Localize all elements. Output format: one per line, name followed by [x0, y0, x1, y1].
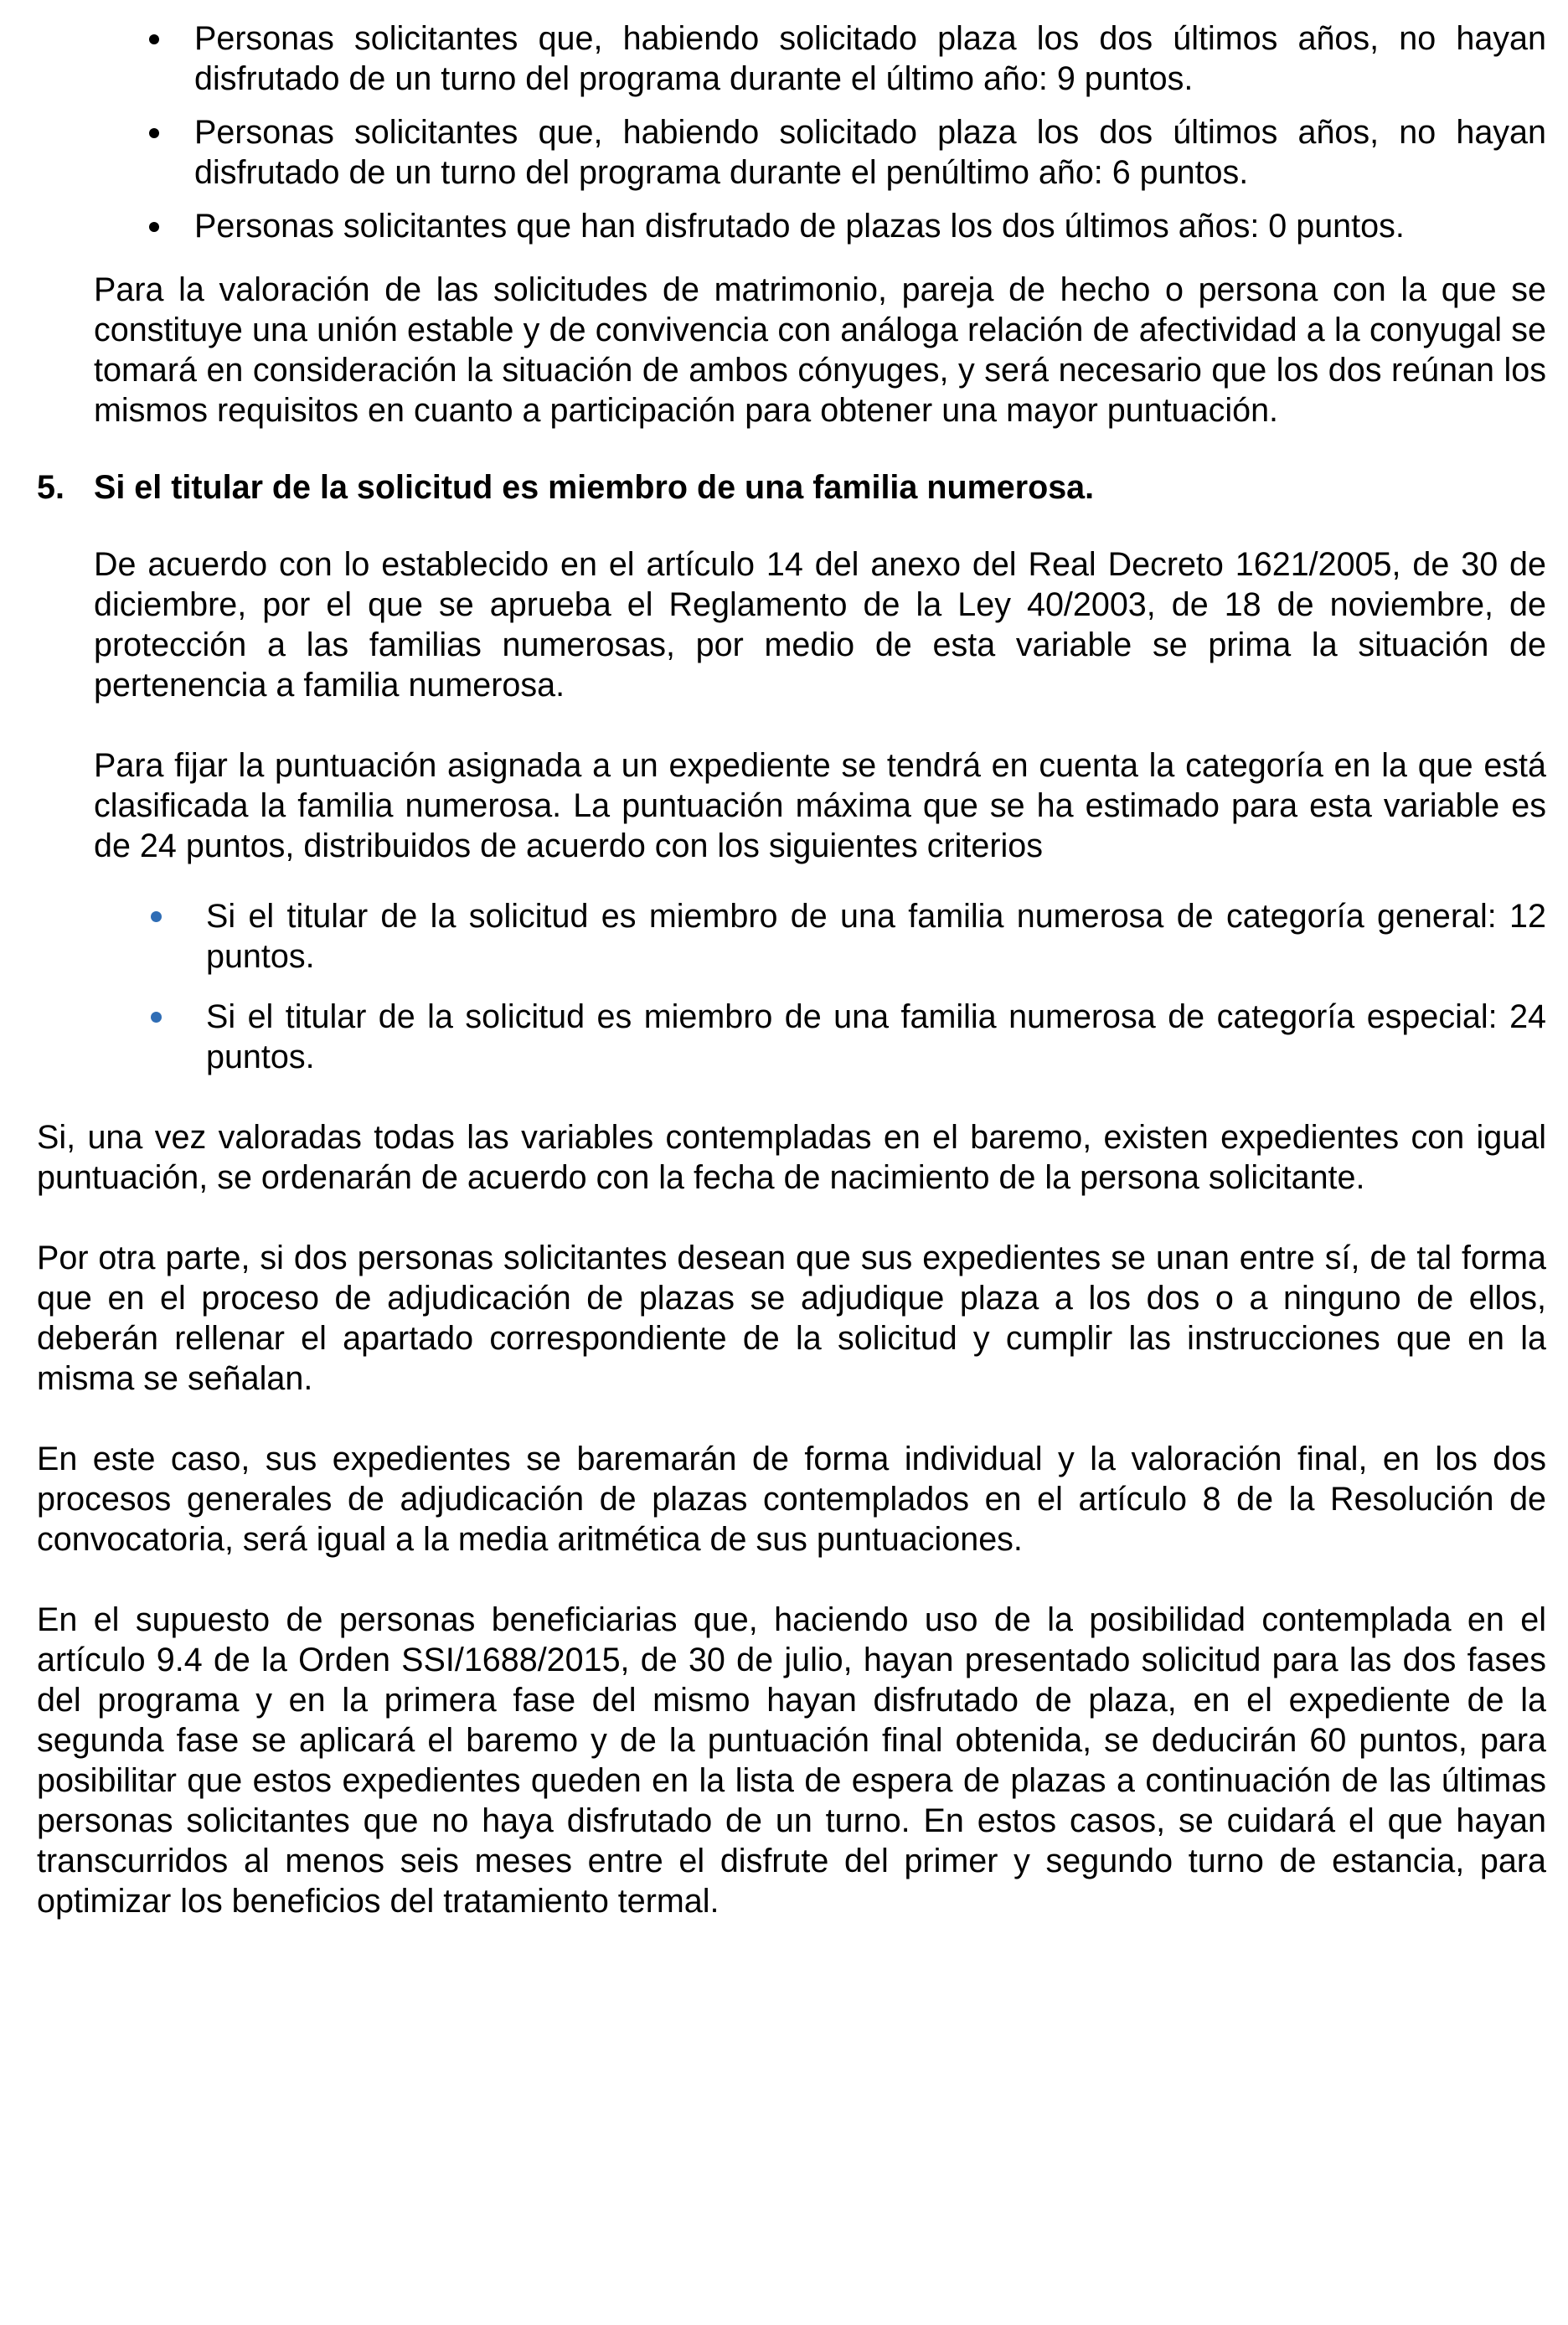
- bullet-icon: [151, 1012, 162, 1023]
- list-item: [37, 206, 1546, 246]
- bullet-list-familia-numerosa: [37, 896, 1546, 1077]
- section-number: 5.: [37, 469, 64, 506]
- bullet-icon: [149, 34, 159, 44]
- paragraph-matrimonio: Para la valoración de las solicitudes de matrimonio, pareja de hecho o persona con la que se constituye una unión estable y de convivencia con análoga relación de afectividad a la conyugal se tomará en consideración la situación de ambos cónyuges, y será necesario que los dos reúnan los mismos requisitos en cuanto a participación para obtener una mayor puntuación.: [94, 271, 1546, 429]
- list-item: [37, 896, 1546, 977]
- bullet-list-top: [37, 18, 1546, 246]
- list-item: [37, 18, 1546, 99]
- list-item-text: Personas solicitantes que, habiendo solicitado plaza los dos últimos años, no hayan disfrutado de un turno del programa durante el último año: 9 puntos.: [194, 20, 1546, 97]
- bullet-icon: [149, 128, 159, 138]
- bullet-icon: [151, 911, 162, 922]
- list-item-text: Personas solicitantes que han disfrutado de plazas los dos últimos años: 0 puntos.: [194, 208, 1405, 245]
- document-page: [37, 18, 1546, 1921]
- section-5-paragraph-2: Para fijar la puntuación asignada a un expediente se tendrá en cuenta la categoría en la que está clasificada la familia numerosa. La puntuación máxima que se ha estimado para esta variable es de 24 puntos, distribuidos de acuerdo con los siguientes criterios: [94, 747, 1546, 864]
- list-item-text: Personas solicitantes que, habiendo solicitado plaza los dos últimos años, no hayan disfrutado de un turno del programa durante el penúltimo año: 6 puntos.: [194, 114, 1546, 191]
- paragraph-empate: Si, una vez valoradas todas las variables contempladas en el baremo, existen expedientes con igual puntuación, se ordenarán de acuerdo con la fecha de nacimiento de la persona solicitante.: [37, 1119, 1546, 1196]
- list-item: [37, 997, 1546, 1077]
- section-5-paragraph-1: De acuerdo con lo establecido en el artículo 14 del anexo del Real Decreto 1621/2005, de 30 de diciembre, por el que se aprueba el Reglamento de la Ley 40/2003, de 18 de noviembre, de protección a las familias numerosas, por medio de esta variable se prima la situación de pertenencia a familia numerosa.: [94, 546, 1546, 704]
- section-5-heading: [37, 467, 1546, 508]
- list-item-text: Si el titular de la solicitud es miembro de una familia numerosa de categoría general: 12 puntos.: [206, 898, 1546, 975]
- bullet-icon: [149, 222, 159, 232]
- paragraph-dos-fases: En el supuesto de personas beneficiarias que, haciendo uso de la posibilidad contemplada en el artículo 9.4 de la Orden SSI/1688/2015, de 30 de julio, hayan presentado solicitud para las dos fases del programa y en la primera fase del mismo hayan disfrutado de plaza, en el expediente de la segunda fase se aplicará el baremo y de la puntuación final obtenida, se deducirán 60 puntos, para posibilitar que estos expedientes queden en la lista de espera de plazas a continuación de las últimas personas solicitantes que no haya disfrutado de un turno. En estos casos, se cuidará el que hayan transcurridos al menos seis meses entre el disfrute del primer y segundo turno de estancia, para optimizar los beneficios del tratamiento termal.: [37, 1601, 1546, 1920]
- section-title: Si el titular de la solicitud es miembro de una familia numerosa.: [94, 469, 1095, 506]
- paragraph-baremacion-individual: En este caso, sus expedientes se baremarán de forma individual y la valoración final, en los dos procesos generales de adjudicación de plazas contemplados en el artículo 8 de la Resolución de convocatoria, será igual a la media aritmética de sus puntuaciones.: [37, 1441, 1546, 1558]
- list-item-text: Si el titular de la solicitud es miembro de una familia numerosa de categoría especial: 24 puntos.: [206, 998, 1546, 1075]
- list-item: [37, 112, 1546, 193]
- paragraph-union-expedientes: Por otra parte, si dos personas solicitantes desean que sus expedientes se unan entre sí, de tal forma que en el proceso de adjudicación de plazas se adjudique plaza a los dos o a ninguno de ellos, deberán rellenar el apartado correspondiente de la solicitud y cumplir las instrucciones que en la misma se señalan.: [37, 1240, 1546, 1397]
